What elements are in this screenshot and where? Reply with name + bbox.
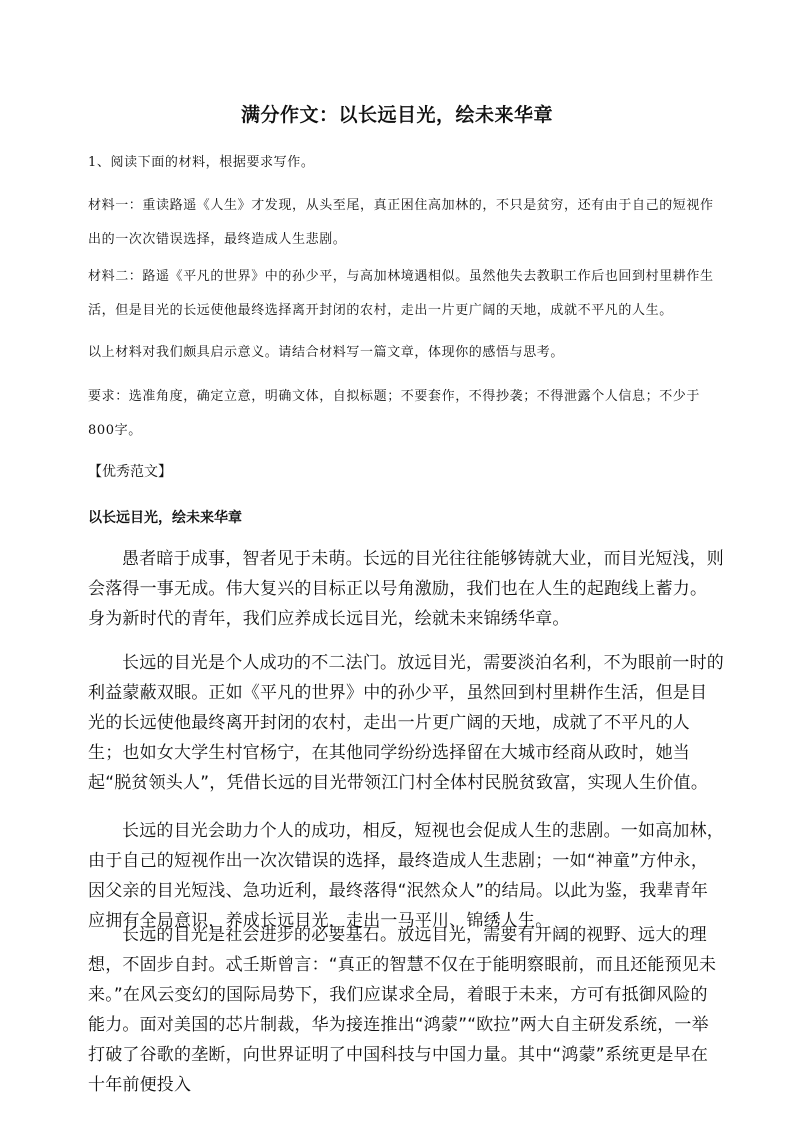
prompt-intro: 1、阅读下面的材料，根据要求写作。 (88, 155, 315, 170)
prompt-material-1: 材料一：重读路遥《人生》才发现，从头至尾，真正困住高加林的，不只是贫穷，还有由于自己的短视作出的一次次错误选择，最终造成人生悲剧。 (88, 198, 714, 247)
sample-label: 【优秀范文】 (88, 464, 172, 480)
essay-paragraph: 长远的目光会助力个人的成功，相反，短视也会促成人生的悲剧。一如高加林，由于自己的短视作出一次次错误的选择，最终造成人生悲剧；一如“神童”方仲永，因父亲的目光短浅、急功近利，最终落得“泯然众人”的结局。以此为鉴，我辈青年应拥有全局意识，养成长远目光，走出一马平川、锦绣人生。 (88, 821, 724, 931)
prompt-requirements: 要求：选准角度，确定立意，明确文体，自拟标题；不要套作，不得抄袭；不得泄露个人信息；不少于800字。 (88, 389, 701, 438)
page-title: 满分作文：以长远目光，绘未来华章 (240, 104, 553, 126)
essay-paragraph: 长远的目光是个人成功的不二法门。放远目光，需要淡泊名利，不为眼前一时的利益蒙蔽双眼。正如《平凡的世界》中的孙少平，虽然回到村里耕作生活，但是目光的长远使他最终离开封闭的农村，走出一片更广阔的天地，成就了不平凡的人生；也如女大学生村官杨宁，在其他同学纷纷选择留在大城市经商从政时，她当起“脱贫领头人”，凭借长远的目光带领江门村全体村民脱贫致富，实现人生价值。 (88, 653, 724, 793)
prompt-instruction: 以上材料对我们颇具启示意义。请结合材料写一篇文章，体现你的感悟与思考。 (88, 345, 565, 360)
essay-title: 以长远目光，绘未来华章 (88, 510, 242, 526)
essay-paragraph: 长远的目光是社会进步的必要基石。放远目光，需要有开阔的视野、远大的理想，不固步自封。忒壬斯曾言：“真正的智慧不仅在于能明察眼前，而且还能预见未来。”在风云变幻的国际局势下，我们应谋求全局，着眼于未来，方可有抵御风险的能力。面对美国的芯片制裁，华为接连推出“鸿蒙”“欧拉”两大自主研发系统，一举打破了谷歌的垄断，向世界证明了中国科技与中国力量。其中“鸿蒙”系统更是早在十年前便投入 (88, 925, 717, 1095)
essay-paragraph: 愚者暗于成事，智者见于未萌。长远的目光往往能够铸就大业，而目光短浅，则会落得一事无成。伟大复兴的目标正以号角激励，我们也在人生的起跑线上蓄力。身为新时代的青年，我们应养成长远目光，绘就未来锦绣华章。 (88, 549, 724, 629)
prompt-material-2: 材料二：路遥《平凡的世界》中的孙少平，与高加林境遇相似。虽然他失去教职工作后也回到村里耕作生活，但是目光的长远使他最终选择离开封闭的农村，走出一片更广阔的天地，成就不平凡的人生。 (88, 269, 714, 318)
